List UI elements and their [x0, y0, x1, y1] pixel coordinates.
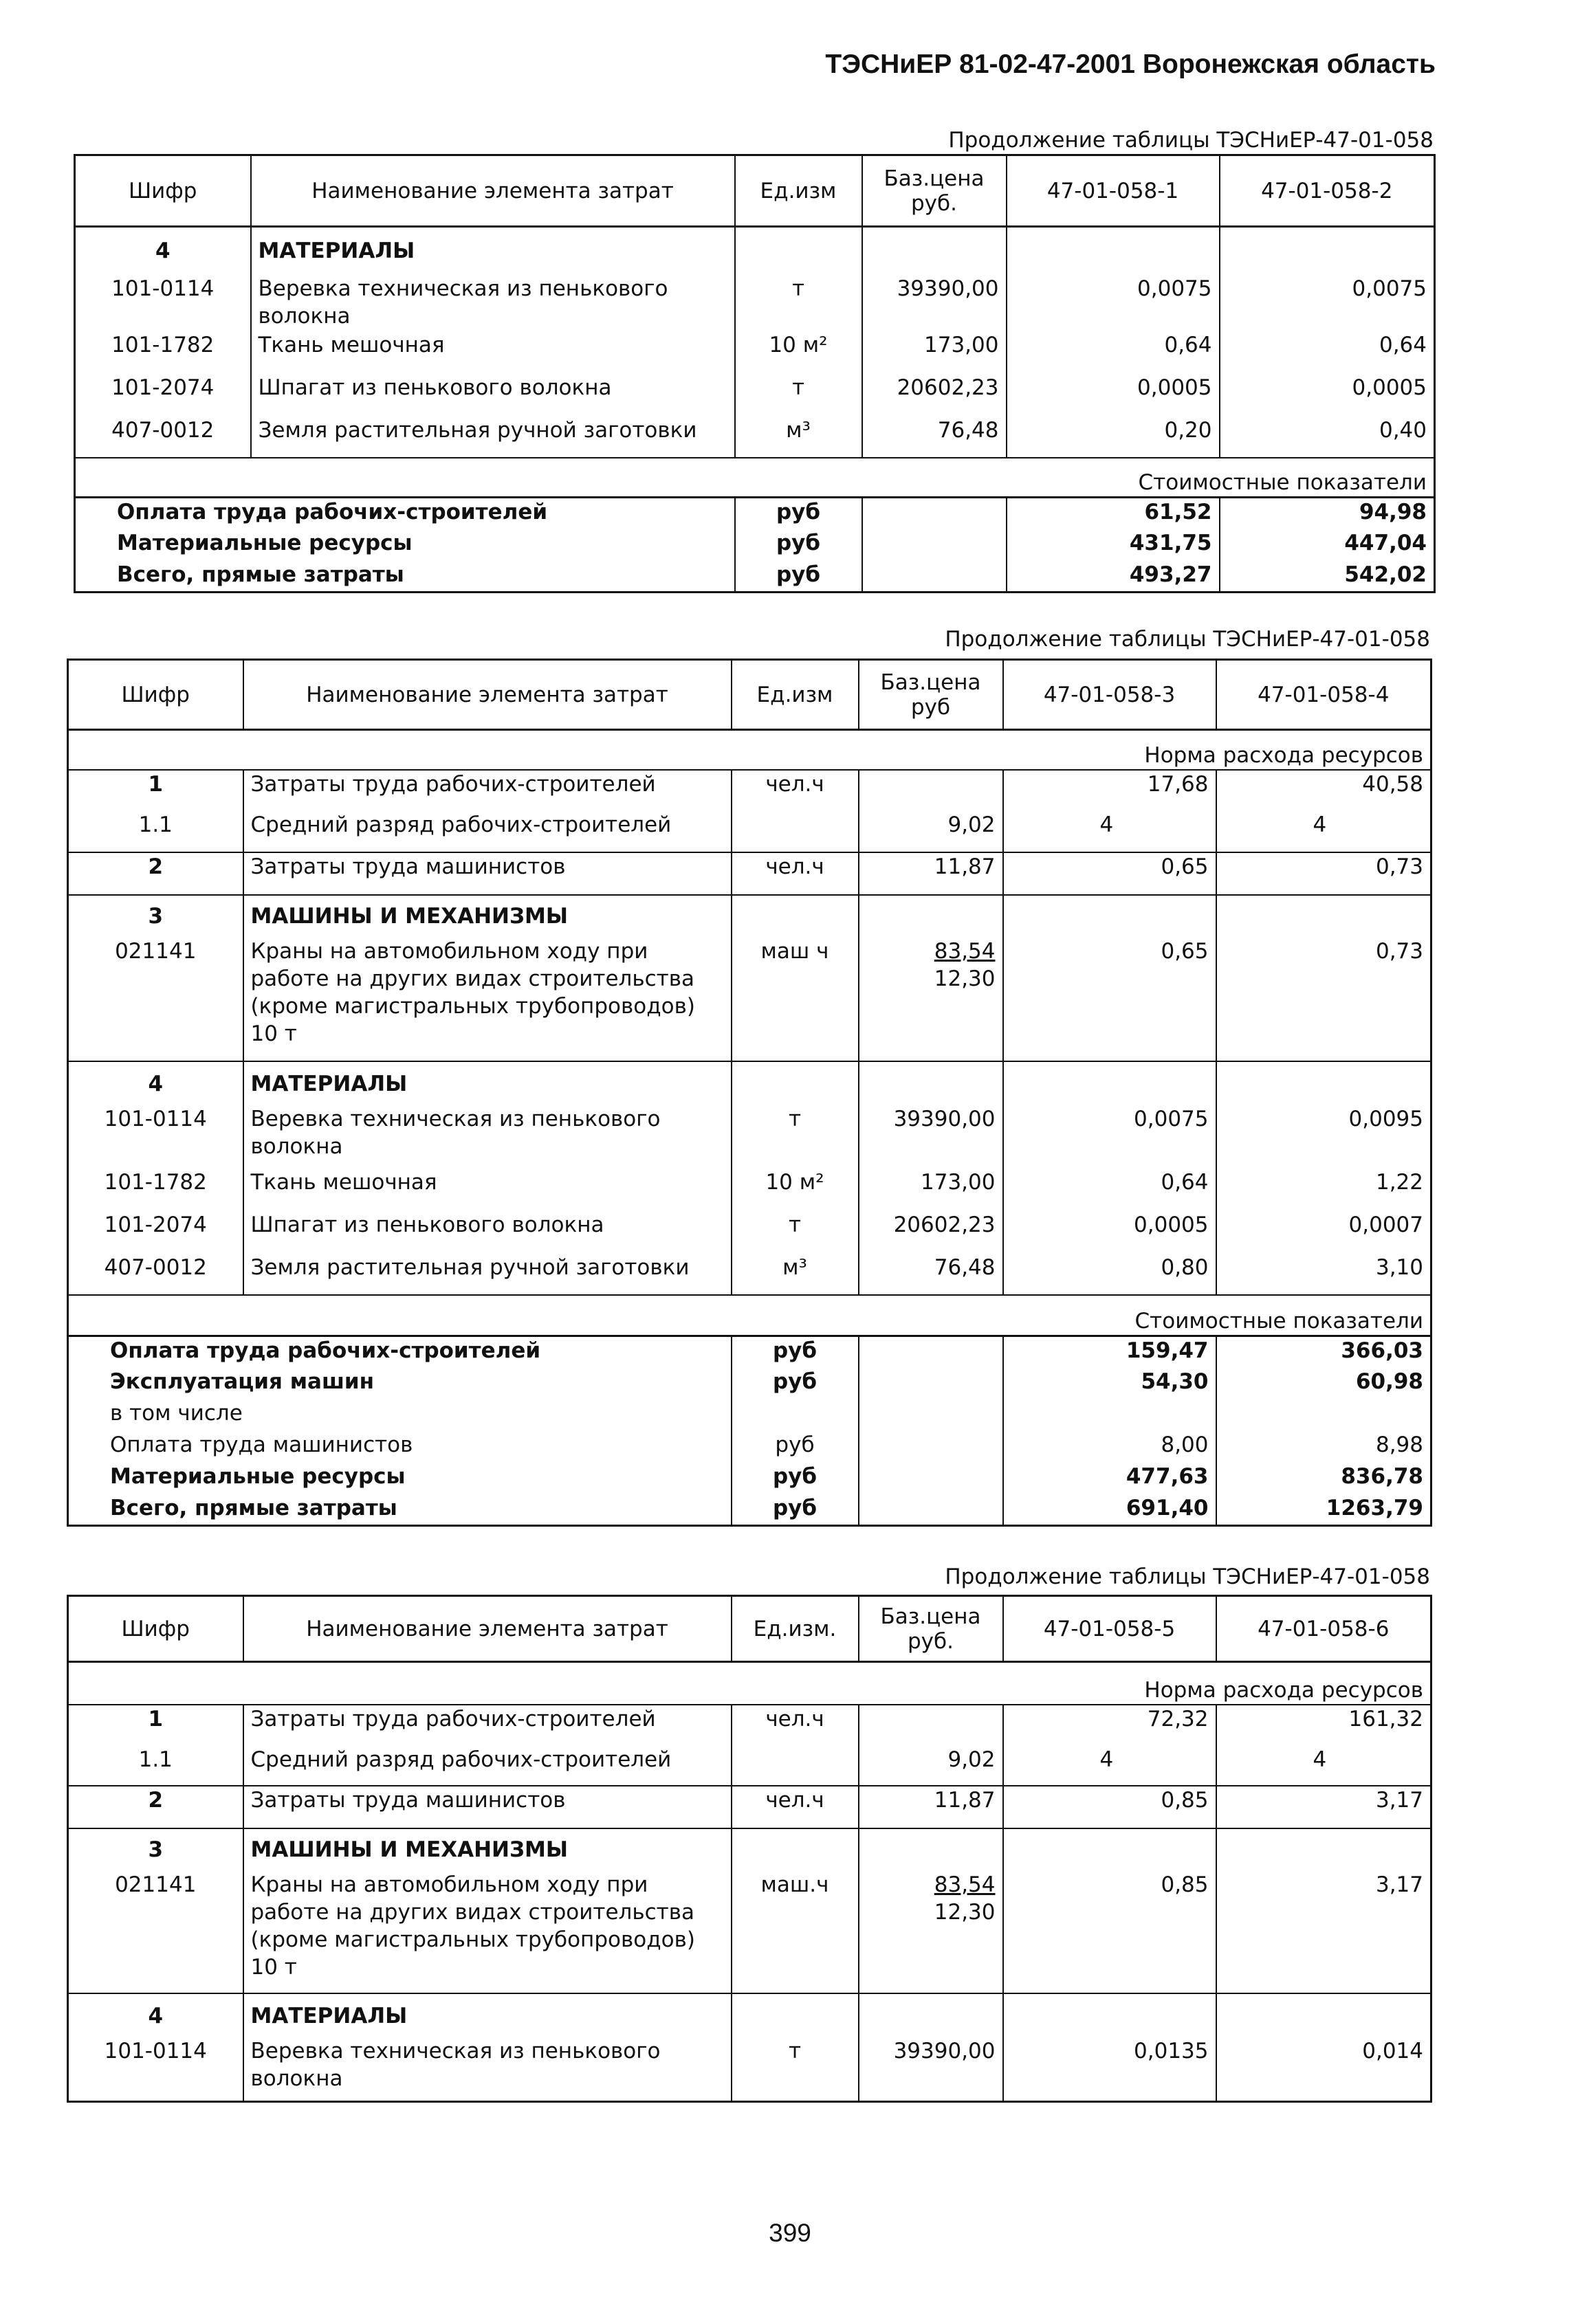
table-1-caption: Продолжение таблицы ТЭСНиЕР-47-01-058	[948, 128, 1434, 153]
cell-price: 173,00	[859, 1169, 1003, 1211]
cell-unit: маш ч	[732, 938, 859, 1061]
cell-price	[859, 1705, 1003, 1746]
page-number: 399	[769, 2219, 811, 2247]
table-1	[74, 154, 1436, 593]
section-title: МАТЕРИАЛЫ	[243, 1993, 732, 2037]
cost-value-1: 159,47	[1003, 1336, 1216, 1368]
cell-name: Шпагат из пенькового волокна	[243, 1211, 732, 1254]
cell-name: Веревка техническая из пенькового волокна	[243, 2037, 732, 2102]
table-row	[68, 1705, 1431, 1746]
cost-value-1: 61,52	[1007, 498, 1220, 529]
cost-value-1: 8,00	[1003, 1431, 1216, 1463]
cell-name: Затраты труда машинистов	[243, 1786, 732, 1828]
cell-price: 11,87	[859, 852, 1003, 895]
cost-name: Эксплуатация машин	[68, 1368, 732, 1399]
cell-code: 101-0114	[68, 1105, 243, 1169]
header-col-1: 47-01-058-1	[1007, 155, 1220, 227]
cost-value-2: 8,98	[1216, 1431, 1431, 1463]
cell-value-2: 0,73	[1216, 938, 1431, 1061]
cost-value-2	[1216, 1399, 1431, 1431]
header-code: Шифр	[68, 1596, 243, 1662]
cell-code: 407-0012	[75, 417, 251, 458]
header-col-1: 47-01-058-5	[1003, 1596, 1216, 1662]
section-row	[68, 1828, 1431, 1871]
cell-unit: 10 м²	[735, 331, 862, 374]
table-row	[68, 1871, 1431, 1993]
cell-value-2: 0,73	[1216, 852, 1431, 895]
header-name: Наименование элемента затрат	[243, 660, 732, 730]
price-bottom: 12,30	[934, 966, 996, 991]
cell-price: 39390,00	[859, 2037, 1003, 2102]
header-col-2: 47-01-058-4	[1216, 660, 1431, 730]
cost-row	[68, 1368, 1431, 1399]
cell-price	[859, 938, 1003, 1061]
table-2	[67, 659, 1432, 1527]
section-title: МАШИНЫ И МЕХАНИЗМЫ	[243, 1828, 732, 1871]
cell-code: 101-2074	[75, 374, 251, 417]
cell-name: Средний разряд рабочих-строителей	[243, 1746, 732, 1786]
cell-name: Краны на автомобильном ходу при работе на других видах строительства (кроме магистральных трубопроводов) 10 т	[243, 938, 732, 1061]
cell-name: Затраты труда рабочих-строителей	[243, 770, 732, 811]
cell-code: 101-1782	[75, 331, 251, 374]
cost-name: Оплата труда рабочих-строителей	[68, 1336, 732, 1368]
cell-code: 2	[68, 852, 243, 895]
table-row	[68, 1169, 1431, 1211]
cell-code: 407-0012	[68, 1254, 243, 1295]
cost-value-2: 1263,79	[1216, 1494, 1431, 1526]
cost-value-2: 94,98	[1220, 498, 1435, 529]
section-num: 3	[68, 895, 243, 938]
header-price: Баз.цена руб.	[862, 155, 1007, 227]
cell-name: Затраты труда рабочих-строителей	[243, 1705, 732, 1746]
table-3-caption: Продолжение таблицы ТЭСНиЕР-47-01-058	[945, 1564, 1430, 1589]
cost-unit: руб	[732, 1463, 859, 1494]
cell-unit: чел.ч	[732, 1786, 859, 1828]
section-row	[68, 1061, 1431, 1105]
cost-value-2: 447,04	[1220, 529, 1435, 561]
cell-price: 20602,23	[859, 1211, 1003, 1254]
cell-value-1: 0,0135	[1003, 2037, 1216, 2102]
cost-row	[68, 1399, 1431, 1431]
cost-row	[68, 1336, 1431, 1368]
header-code: Шифр	[75, 155, 251, 227]
cost-value-1: 477,63	[1003, 1463, 1216, 1494]
cell-value-2: 3,17	[1216, 1871, 1431, 1993]
cell-value-2: 0,0005	[1220, 374, 1435, 417]
table-row	[68, 1254, 1431, 1295]
table-3	[67, 1595, 1432, 2103]
table-row	[68, 1211, 1431, 1254]
cell-unit: чел.ч	[732, 1705, 859, 1746]
cell-value-1: 72,32	[1003, 1705, 1216, 1746]
cell-code: 101-0114	[75, 275, 251, 331]
cost-name: Оплата труда машинистов	[68, 1431, 732, 1463]
table-row	[68, 811, 1431, 852]
header-name: Наименование элемента затрат	[251, 155, 735, 227]
table-row	[75, 374, 1435, 417]
header-name: Наименование элемента затрат	[243, 1596, 732, 1662]
cell-unit: т	[732, 1211, 859, 1254]
cell-price: 9,02	[859, 1746, 1003, 1786]
cost-name: Материальные ресурсы	[68, 1463, 732, 1494]
cell-value-2: 161,32	[1216, 1705, 1431, 1746]
cell-value-1: 0,64	[1007, 331, 1220, 374]
cell-name: Шпагат из пенькового волокна	[251, 374, 735, 417]
cost-name: Всего, прямые затраты	[68, 1494, 732, 1526]
cost-row	[68, 1494, 1431, 1526]
document-header: ТЭСНиЕР 81-02-47-2001 Воронежская область	[825, 49, 1436, 79]
cell-name: Ткань мешочная	[243, 1169, 732, 1211]
cell-price	[859, 1871, 1003, 1993]
cell-value-1: 4	[1003, 1746, 1216, 1786]
cell-code: 021141	[68, 1871, 243, 1993]
header-price: Баз.цена руб	[859, 660, 1003, 730]
cost-unit: руб	[732, 1368, 859, 1399]
cost-row	[75, 529, 1435, 561]
norm-label-row	[68, 1662, 1431, 1705]
cell-value-1: 0,80	[1003, 1254, 1216, 1295]
cell-unit: м³	[735, 417, 862, 458]
cell-unit: чел.ч	[732, 852, 859, 895]
cell-price: 39390,00	[862, 275, 1007, 331]
cost-unit: руб	[735, 529, 862, 561]
cell-name: Земля растительная ручной заготовки	[243, 1254, 732, 1295]
cell-value-1: 0,0005	[1003, 1211, 1216, 1254]
cell-price: 9,02	[859, 811, 1003, 852]
cost-name: Оплата труда рабочих-строителей	[75, 498, 735, 529]
cost-label-row	[68, 1295, 1431, 1336]
table-row	[68, 770, 1431, 811]
cell-value-2: 0,40	[1220, 417, 1435, 458]
section-num: 4	[75, 227, 251, 275]
cell-value-2: 0,014	[1216, 2037, 1431, 2102]
cell-price: 173,00	[862, 331, 1007, 374]
cost-unit: руб	[735, 498, 862, 529]
header-unit: Ед.изм	[732, 660, 859, 730]
cost-value-2: 60,98	[1216, 1368, 1431, 1399]
cost-value-1: 431,75	[1007, 529, 1220, 561]
cost-row	[68, 1463, 1431, 1494]
cost-value-1: 691,40	[1003, 1494, 1216, 1526]
cell-value-2: 0,0095	[1216, 1105, 1431, 1169]
cost-value-1: 54,30	[1003, 1368, 1216, 1399]
header-code: Шифр	[68, 660, 243, 730]
header-col-2: 47-01-058-2	[1220, 155, 1435, 227]
cost-row	[75, 561, 1435, 593]
cell-code: 021141	[68, 938, 243, 1061]
table-row	[68, 1746, 1431, 1786]
cell-value-1: 0,0075	[1003, 1105, 1216, 1169]
price-bottom: 12,30	[934, 1899, 996, 1925]
cost-unit: руб	[732, 1494, 859, 1526]
cost-value-2: 542,02	[1220, 561, 1435, 593]
cell-price	[859, 770, 1003, 811]
cell-price: 39390,00	[859, 1105, 1003, 1169]
norm-label-row	[68, 730, 1431, 770]
cost-name: в том числе	[68, 1399, 732, 1431]
cell-code: 1	[68, 770, 243, 811]
section-row	[68, 895, 1431, 938]
table-row	[68, 938, 1431, 1061]
cell-unit	[732, 811, 859, 852]
section-num: 3	[68, 1828, 243, 1871]
cell-unit: маш.ч	[732, 1871, 859, 1993]
cost-label-row	[75, 458, 1435, 498]
cell-value-2: 0,0007	[1216, 1211, 1431, 1254]
cell-unit: т	[735, 275, 862, 331]
cell-price: 11,87	[859, 1786, 1003, 1828]
cell-code: 101-0114	[68, 2037, 243, 2102]
cell-value-2: 4	[1216, 1746, 1431, 1786]
cell-value-1: 0,64	[1003, 1169, 1216, 1211]
header-col-1: 47-01-058-3	[1003, 660, 1216, 730]
table-row	[75, 275, 1435, 331]
section-row	[68, 1993, 1431, 2037]
cell-value-1: 17,68	[1003, 770, 1216, 811]
table-row	[68, 2037, 1431, 2102]
section-num: 4	[68, 1993, 243, 2037]
cell-value-2: 4	[1216, 811, 1431, 852]
cell-value-1: 0,85	[1003, 1786, 1216, 1828]
cell-name: Краны на автомобильном ходу при работе на других видах строительства (кроме магистральных трубопроводов) 10 т	[243, 1871, 732, 1993]
cost-name: Материальные ресурсы	[75, 529, 735, 561]
cell-name: Затраты труда машинистов	[243, 852, 732, 895]
table-2-caption: Продолжение таблицы ТЭСНиЕР-47-01-058	[945, 627, 1430, 652]
cell-value-2: 0,64	[1220, 331, 1435, 374]
cell-price: 76,48	[859, 1254, 1003, 1295]
section-title: МАТЕРИАЛЫ	[243, 1061, 732, 1105]
cell-value-1: 4	[1003, 811, 1216, 852]
cost-value-1	[1003, 1399, 1216, 1431]
table-row	[68, 1786, 1431, 1828]
cell-code: 1	[68, 1705, 243, 1746]
cell-value-1: 0,65	[1003, 938, 1216, 1061]
cell-value-1: 0,85	[1003, 1871, 1216, 1993]
cell-code: 101-1782	[68, 1169, 243, 1211]
cost-label: Стоимостные показатели	[68, 1295, 1431, 1336]
cell-name: Веревка техническая из пенькового волокна	[251, 275, 735, 331]
section-row	[75, 227, 1435, 275]
cost-value-2: 366,03	[1216, 1336, 1431, 1368]
cell-name: Средний разряд рабочих-строителей	[243, 811, 732, 852]
section-num: 4	[68, 1061, 243, 1105]
cell-price: 76,48	[862, 417, 1007, 458]
cell-value-2: 3,17	[1216, 1786, 1431, 1828]
cell-unit: т	[732, 1105, 859, 1169]
cell-value-2: 0,0075	[1220, 275, 1435, 331]
cost-name: Всего, прямые затраты	[75, 561, 735, 593]
cell-name: Веревка техническая из пенькового волокна	[243, 1105, 732, 1169]
cell-value-1: 0,0005	[1007, 374, 1220, 417]
cell-value-1: 0,65	[1003, 852, 1216, 895]
cost-value-2: 836,78	[1216, 1463, 1431, 1494]
section-title: МАТЕРИАЛЫ	[251, 227, 735, 275]
table-row	[68, 1105, 1431, 1169]
cell-unit: м³	[732, 1254, 859, 1295]
section-title: МАШИНЫ И МЕХАНИЗМЫ	[243, 895, 732, 938]
cell-value-2: 1,22	[1216, 1169, 1431, 1211]
cell-code: 1.1	[68, 811, 243, 852]
header-unit: Ед.изм.	[732, 1596, 859, 1662]
table-row	[75, 417, 1435, 458]
cell-value-1: 0,20	[1007, 417, 1220, 458]
cell-unit	[732, 1746, 859, 1786]
cost-value-1: 493,27	[1007, 561, 1220, 593]
cost-unit	[732, 1399, 859, 1431]
cell-unit: т	[735, 374, 862, 417]
cell-value-1: 0,0075	[1007, 275, 1220, 331]
cost-unit: руб	[735, 561, 862, 593]
table-row	[75, 331, 1435, 374]
cell-name: Ткань мешочная	[251, 331, 735, 374]
header-unit: Ед.изм	[735, 155, 862, 227]
cost-unit: руб	[732, 1431, 859, 1463]
cell-code: 101-2074	[68, 1211, 243, 1254]
cost-row	[75, 498, 1435, 529]
norm-label: Норма расхода ресурсов	[68, 730, 1431, 770]
price-top: 83,54	[934, 938, 996, 964]
cell-unit: т	[732, 2037, 859, 2102]
cell-name: Земля растительная ручной заготовки	[251, 417, 735, 458]
cost-row	[68, 1431, 1431, 1463]
cost-label: Стоимостные показатели	[75, 458, 1435, 498]
price-top: 83,54	[934, 1872, 996, 1897]
header-col-2: 47-01-058-6	[1216, 1596, 1431, 1662]
cost-unit: руб	[732, 1336, 859, 1368]
cell-code: 1.1	[68, 1746, 243, 1786]
table-row	[68, 852, 1431, 895]
cell-code: 2	[68, 1786, 243, 1828]
norm-label: Норма расхода ресурсов	[68, 1662, 1431, 1705]
cell-unit: чел.ч	[732, 770, 859, 811]
cell-value-2: 40,58	[1216, 770, 1431, 811]
cell-price: 20602,23	[862, 374, 1007, 417]
cell-value-2: 3,10	[1216, 1254, 1431, 1295]
cell-unit: 10 м²	[732, 1169, 859, 1211]
header-price: Баз.цена руб.	[859, 1596, 1003, 1662]
